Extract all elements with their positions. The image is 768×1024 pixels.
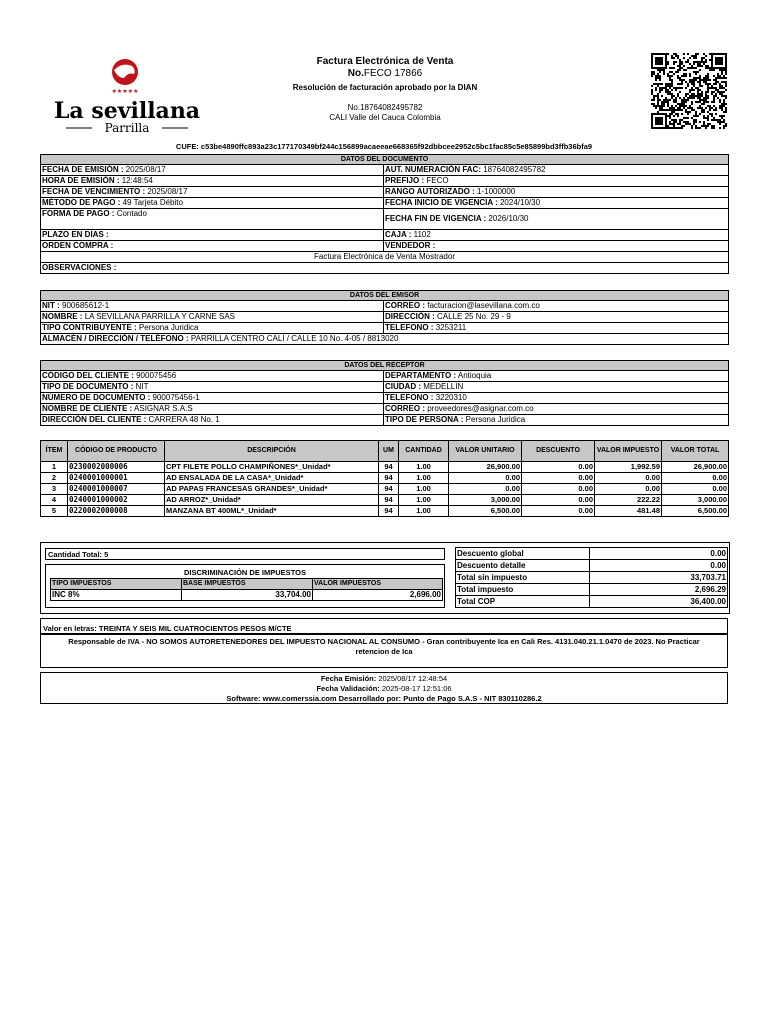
authorized-range: RANGO AUTORIZADO : 1-1000000 (384, 187, 729, 198)
col-tax-value: VALOR IMPUESTO (595, 441, 662, 462)
resolution-text: Resolución de facturación aprobado por la DIAN (292, 83, 478, 92)
summary-table (455, 547, 728, 608)
table-cell: 0.00 (595, 484, 662, 495)
footer-issue-date: Fecha Emisión: 2025/08/17 12:48:54 (320, 674, 448, 683)
client-city: CIUDAD : MEDELLIN (384, 382, 729, 393)
issuer-data-table (40, 290, 729, 345)
table-cell: 6,500.00 (449, 506, 522, 517)
issuer-city: CALI Valle del Cauca Colombia (329, 113, 441, 122)
table-cell: 26,900.00 (662, 462, 729, 473)
col-code: CÓDIGO DE PRODUCTO (68, 441, 165, 462)
tax-base-header: BASE IMPUESTOS (182, 579, 313, 590)
table-cell: 3 (41, 484, 68, 495)
tax-base: 33,704.00 (182, 590, 313, 601)
table-cell: CPT FILETE POLLO CHAMPIÑONES*_Unidad* (165, 462, 379, 473)
seller: VENDEDOR : (384, 241, 729, 252)
table-cell: 481.48 (595, 506, 662, 517)
observations: OBSERVACIONES : (41, 263, 729, 274)
summary-row (456, 584, 728, 596)
table-cell: 1.00 (399, 484, 449, 495)
client-email: CORREO : proveedores@asignar.com.co (384, 404, 729, 415)
table-cell: MANZANA BT 400ML*_Unidad* (165, 506, 379, 517)
table-cell: 222.22 (595, 495, 662, 506)
table-cell: 26,900.00 (449, 462, 522, 473)
table-cell: 0.00 (449, 484, 522, 495)
receiver-data-table (40, 360, 729, 426)
summary-value: 0.00 (590, 560, 728, 572)
table-cell: 0.00 (522, 473, 595, 484)
col-total: VALOR TOTAL (662, 441, 729, 462)
table-cell: 0.00 (662, 484, 729, 495)
col-discount: DESCUENTO (522, 441, 595, 462)
table-cell: 0.00 (595, 473, 662, 484)
table-cell: 1.00 (399, 495, 449, 506)
summary-value: 2,696.29 (590, 584, 728, 596)
table-cell: 0.00 (522, 484, 595, 495)
table-cell: 94 (379, 462, 399, 473)
payment-method: MÉTODO DE PAGO : 49 Tarjeta Débito (41, 198, 384, 209)
table-row (41, 473, 729, 484)
table-cell: AD ENSALADA DE LA CASA*_Unidad* (165, 473, 379, 484)
summary-label: Total impuesto (456, 584, 590, 596)
summary-row (456, 596, 728, 608)
table-cell: 5 (41, 506, 68, 517)
tax-breakdown-title: DISCRIMINACIÓN DE IMPUESTOS (184, 568, 306, 577)
summary-row (456, 572, 728, 584)
tax-value-header: VALOR IMPUESTOS (313, 579, 443, 590)
issue-time: HORA DE EMISIÓN : 12:48:54 (41, 176, 384, 187)
legal-note: Responsable de IVA - NO SOMOS AUTORETENEDORES DEL IMPUESTO NACIONAL AL CONSUMO - Gran contribuyente Ica en Cali Res. 4131.040.21.1.0470 de 2023. No Practicar retencion de Ica (40, 634, 728, 668)
table-cell: 0.00 (522, 495, 595, 506)
summary-label: Descuento global (456, 548, 590, 560)
document-type: TIPO DE DOCUMENTO : NIT (41, 382, 384, 393)
footer-software: Software: www.comerssia.com Desarrollado por: Punto de Pago S.A.S - NIT 830110286.2 (226, 694, 542, 703)
qr-code (651, 53, 727, 129)
summary-value: 0.00 (590, 548, 728, 560)
company-logo (53, 56, 201, 136)
issuer-nit: NIT : 900685612-1 (41, 301, 384, 312)
table-cell: AD PAPAS FRANCESAS GRANDES*_Unidad* (165, 484, 379, 495)
table-cell: 1.00 (399, 473, 449, 484)
issuer-email: CORREO : facturacion@lasevillana.com.co (384, 301, 729, 312)
tax-value: 2,696.00 (313, 590, 443, 601)
term-days: PLAZO EN DIAS : (41, 230, 384, 241)
table-cell: 6,500.00 (662, 506, 729, 517)
table-cell: 3,000.00 (449, 495, 522, 506)
client-address: DIRECCIÓN DEL CLIENTE : CARRERA 48 No. 1 (41, 415, 384, 426)
items-table (40, 440, 729, 517)
table-cell: 0240001000002 (68, 495, 165, 506)
client-code: CÓDIGO DEL CLIENTE : 900075456 (41, 371, 384, 382)
table-cell: 94 (379, 473, 399, 484)
section-title: DATOS DEL RECEPTOR (41, 361, 729, 371)
summary-value: 33,703.71 (590, 572, 728, 584)
table-cell: 0220002000008 (68, 506, 165, 517)
table-cell: 0230002000006 (68, 462, 165, 473)
table-cell: 94 (379, 484, 399, 495)
table-row (41, 462, 729, 473)
logo-stars: ★★★★★ (111, 88, 139, 95)
taxpayer-type: TIPO CONTRIBUYENTE : Persona Juridica (41, 323, 384, 334)
counter-sale-note: Factura Electrónica de Venta Mostrador (41, 252, 729, 263)
issuer-phone: TELEFONO : 3253211 (384, 323, 729, 334)
amount-in-words: Valor en letras: TREINTA Y SEIS MIL CUATROCIENTOS PESOS M/CTE (40, 618, 728, 634)
validity-end: FECHA FIN DE VIGENCIA : 2026/10/30 (384, 209, 729, 230)
col-item: ÍTEM (41, 441, 68, 462)
table-cell: 94 (379, 506, 399, 517)
table-cell: 3,000.00 (662, 495, 729, 506)
section-title: DATOS DEL DOCUMENTO (41, 155, 729, 165)
summary-row (456, 560, 728, 572)
table-cell: 0.00 (522, 506, 595, 517)
logo-sub: Parrilla (104, 121, 150, 135)
invoice-number: No.FECO 17866 (347, 68, 423, 79)
prefix: PREFIJO : FECO (384, 176, 729, 187)
table-cell: 1 (41, 462, 68, 473)
col-description: DESCRIPCIÓN (165, 441, 379, 462)
document-data-table (40, 154, 729, 274)
summary-label: Descuento detalle (456, 560, 590, 572)
footer-validation-date: Fecha Validación: 2025-08-17 12:51:06 (316, 684, 452, 693)
footer (40, 672, 728, 704)
summary-label: Total sin impuesto (456, 572, 590, 584)
tax-table (50, 578, 443, 601)
numbering-auth: AUT. NUMERACIÓN FAC: 18764082495782 (384, 165, 729, 176)
table-cell: 0240001000007 (68, 484, 165, 495)
issue-date: FECHA DE EMISIÓN : 2025/08/17 (41, 165, 384, 176)
table-row (41, 495, 729, 506)
logo-name: La sevillana (53, 98, 201, 124)
table-cell: 0.00 (522, 462, 595, 473)
summary-label: Total COP (456, 596, 590, 608)
validity-start: FECHA INICIO DE VIGENCIA : 2024/10/30 (384, 198, 729, 209)
purchase-order: ORDEN COMPRA : (41, 241, 384, 252)
col-unit-value: VALOR UNITARIO (449, 441, 522, 462)
tax-breakdown (45, 564, 445, 608)
table-cell: 4 (41, 495, 68, 506)
table-cell: 0.00 (662, 473, 729, 484)
issuer-address: DIRECCIÓN : CALLE 25 No. 29 - 9 (384, 312, 729, 323)
person-type: TIPO DE PERSONA : Persona Juridica (384, 415, 729, 426)
table-cell: AD ARROZ*_Unidad* (165, 495, 379, 506)
col-quantity: CANTIDAD (399, 441, 449, 462)
col-um: UM (379, 441, 399, 462)
tax-type-header: TIPO IMPUESTOS (51, 579, 182, 590)
client-department: DEPARTAMENTO : Antioquia (384, 371, 729, 382)
issuer-name: NOMBRE : LA SEVILLANA PARRILLA Y CARNE SAS (41, 312, 384, 323)
client-name: NOMBRE DE CLIENTE : ASIGNAR S.A.S (41, 404, 384, 415)
table-cell: 94 (379, 495, 399, 506)
summary-row (456, 548, 728, 560)
resolution-number: No.18764082495782 (347, 103, 423, 112)
table-row (41, 484, 729, 495)
total-quantity: Cantidad Total: 5 (45, 548, 445, 560)
table-cell: 1,992.59 (595, 462, 662, 473)
cufe-code: CUFE: c53be4890ffc893a23c177170349bf244c156899acaeeae668365f92dbbcee2952c5bc1fac85c5e85899bd3ffb36bfa9 (175, 142, 593, 151)
section-title: DATOS DEL EMISOR (41, 291, 729, 301)
payment-form: FORMA DE PAGO : Contado (41, 209, 384, 230)
document-number: NÚMERO DE DOCUMENTO : 900075456-1 (41, 393, 384, 404)
table-cell: 1.00 (399, 462, 449, 473)
invoice-title: Factura Electrónica de Venta (316, 56, 454, 67)
summary-value: 36,400.00 (590, 596, 728, 608)
table-cell: 1.00 (399, 506, 449, 517)
cash-register: CAJA : 1102 (384, 230, 729, 241)
client-phone: TELEFONO : 3220310 (384, 393, 729, 404)
table-row (41, 506, 729, 517)
table-cell: 2 (41, 473, 68, 484)
table-cell: 0240001000001 (68, 473, 165, 484)
table-cell: 0.00 (449, 473, 522, 484)
due-date: FECHA DE VENCIMIENTO : 2025/08/17 (41, 187, 384, 198)
store-info: ALMACÉN / DIRECCIÓN / TELÉFONO : PARRILLA CENTRO CALI / CALLE 10 No. 4-05 / 8813020 (41, 334, 729, 345)
tax-type: INC 8% (51, 590, 182, 601)
